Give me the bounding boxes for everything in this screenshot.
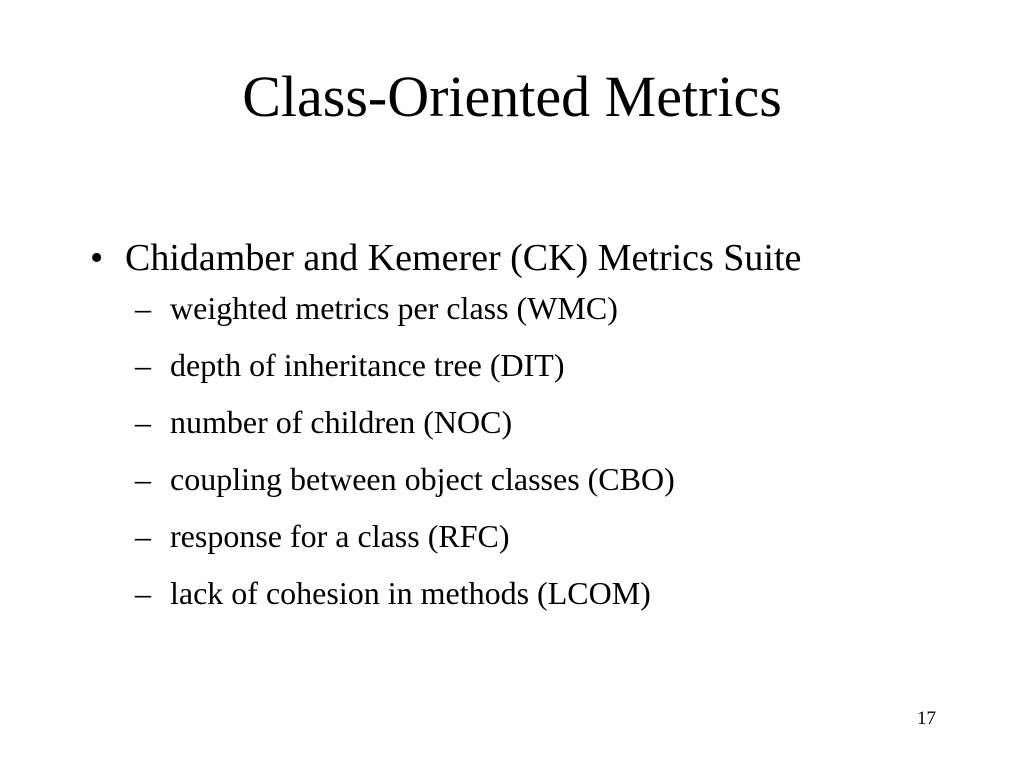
sub-bullet-text: lack of cohesion in methods (LCOM) [170,575,651,611]
sub-bullet-item [135,402,990,442]
sub-bullet-text: weighted metrics per class (WMC) [170,290,618,326]
bullet-marker: • [90,237,104,279]
dash-marker: – [135,290,151,326]
sub-bullet-text: coupling between object classes (CBO) [170,461,675,497]
sub-bullet-item [135,459,990,499]
dash-marker: – [135,404,151,440]
sub-bullet-text: number of children (NOC) [170,404,513,440]
slide-title: Class-Oriented Metrics [242,64,782,129]
bullet-list [90,234,990,630]
sub-bullet-text: depth of inheritance tree (DIT) [170,347,565,383]
sub-bullet-item [135,516,990,556]
dash-marker: – [135,575,151,611]
page-number: 17 [917,708,936,729]
dash-marker: – [135,518,151,554]
bullet-text: Chidamber and Kemerer (CK) Metrics Suite [125,237,802,279]
sub-bullet-item [135,573,990,613]
sub-bullet-list [90,288,990,613]
sub-bullet-text: response for a class (RFC) [170,518,510,554]
sub-bullet-item [135,288,990,328]
dash-marker: – [135,347,151,383]
bullet-item [90,234,990,282]
sub-bullet-item [135,345,990,385]
dash-marker: – [135,461,151,497]
